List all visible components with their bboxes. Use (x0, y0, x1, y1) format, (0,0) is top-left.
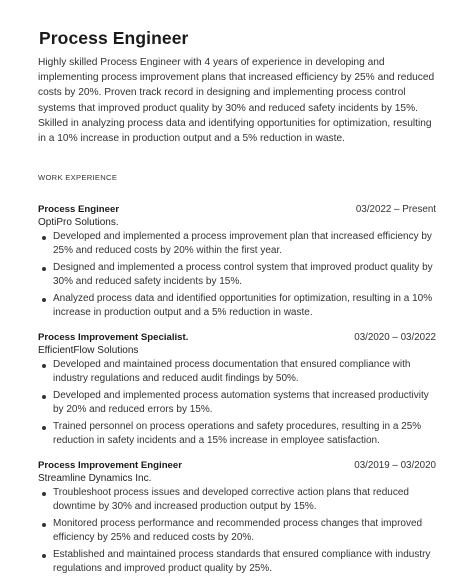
job-bullets (38, 486, 438, 576)
job-bullet: Developed and implemented a process improvement plan that increased efficiency by 25% and reduced costs by 20% within the first year. (38, 230, 438, 258)
job-bullets (38, 358, 438, 448)
company-name: OptiPro Solutions. (38, 217, 119, 229)
professional-summary: Highly skilled Process Engineer with 4 years of experience in developing and implementing process improvement plans that increased efficiency by 25% and reduced costs by 20%. Proven track record in designing and implementing process control systems that improved product quality by 30% and reduced safety incidents by 15%. Skilled in analyzing process data and identifying opportunities for optimization, resulting in a 10% increase in production output and a 5% reduction in waste. (38, 57, 435, 145)
job-title: Process Improvement Engineer (38, 460, 182, 472)
job-title: Process Engineer (38, 204, 120, 216)
resume-title: Process Engineer (39, 28, 189, 48)
job-bullet: Troubleshoot process issues and developed corrective action plans that reduced downtime by 30% and increased production output by 15%. (38, 486, 438, 514)
job-dates: 03/2019 – 03/2020 (354, 460, 436, 472)
job-bullet: Developed and maintained process documentation that ensured compliance with industry regulations and reduced audit findings by 50%. (38, 358, 438, 386)
job-entry (38, 332, 436, 448)
job-header (38, 460, 436, 471)
job-bullet: Trained personnel on process operations and safety procedures, resulting in a 25% reduction in safety incidents and a 15% increase in employee satisfaction. (38, 420, 438, 448)
job-bullet: Established and maintained process standards that ensured compliance with industry regulations and improved product quality by 25%. (38, 548, 438, 576)
company-name: EfficientFlow Solutions (38, 345, 139, 357)
job-bullets (38, 230, 438, 320)
job-entry (38, 460, 436, 576)
job-bullet: Monitored process performance and recommended process changes that improved efficiency by 25% and reduced costs by 20%. (38, 517, 438, 545)
job-bullet: Designed and implemented a process control system that improved product quality by 30% and reduced safety incidents by 15%. (38, 261, 438, 289)
job-bullet: Developed and implemented process automation systems that increased productivity by 20% and reduced errors by 15%. (38, 389, 438, 417)
job-bullet: Analyzed process data and identified opportunities for optimization, resulting in a 10% increase in production output and a 5% reduction in waste. (38, 292, 438, 320)
job-dates: 03/2020 – 03/2022 (354, 332, 436, 344)
work-experience-heading: WORK EXPERIENCE (38, 173, 118, 183)
job-entry (38, 204, 436, 320)
job-dates: 03/2022 – Present (355, 204, 436, 216)
company-name: Streamline Dynamics Inc. (38, 473, 152, 485)
job-header (38, 332, 436, 343)
job-header (38, 204, 436, 215)
job-title: Process Improvement Specialist. (38, 332, 189, 344)
